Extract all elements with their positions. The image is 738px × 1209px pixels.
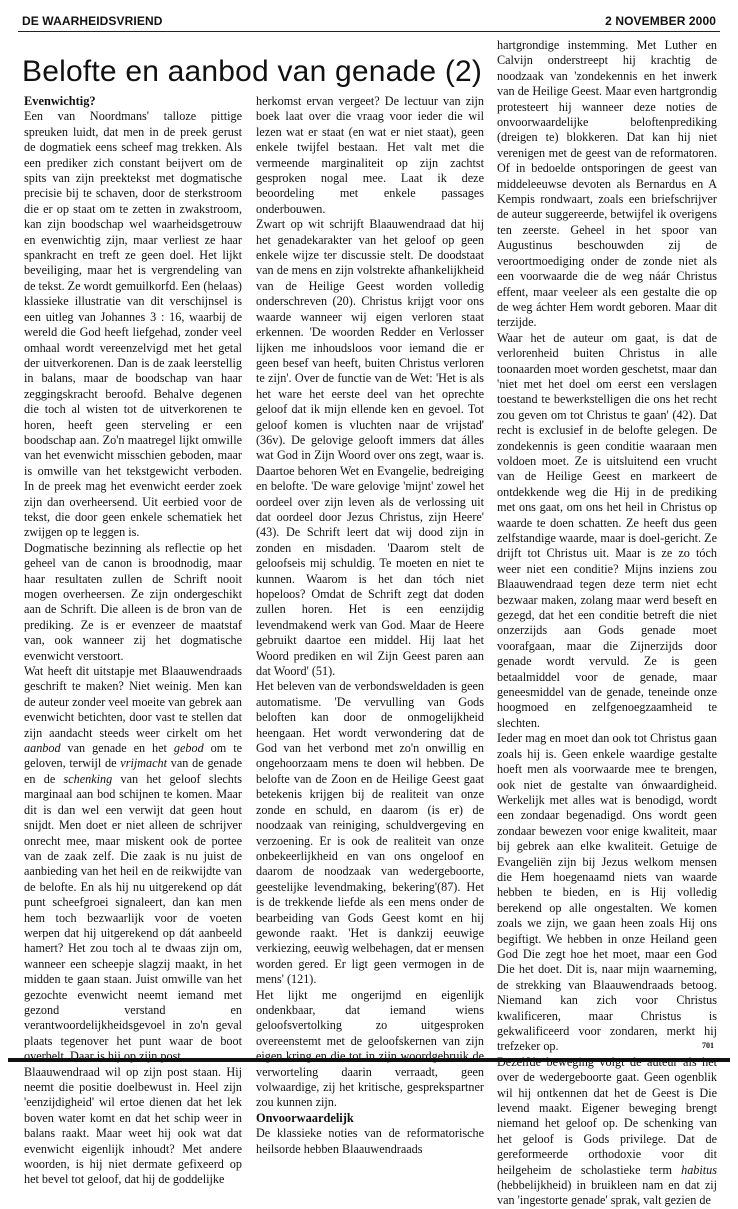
emphasis-vrijmacht: vrijmacht	[120, 756, 168, 771]
subhead-evenwichtig: Evenwichtig?	[24, 94, 96, 108]
paragraph: Dogmatische bezinning als reflectie op het geheel van de canon is broodnodig, maar haar resultaten zullen de Schrift nooit mogen overheersen. Ze zijn ondergeschikt aan de Schrift. Die alleen is de bron van de prediking. Ze is er evenzeer de maatstaf van, ook wanneer zij het dogmatische evenwicht verstoort.	[24, 540, 242, 663]
subhead-onvoorwaardelijk: Onvoorwaardelijk	[256, 1110, 354, 1125]
emphasis-habitus: habitus	[681, 1162, 717, 1177]
paragraph: De klassieke noties van de reformatorische heilsorde hebben Blaauwendraads	[256, 1126, 484, 1156]
paragraph	[24, 664, 242, 1065]
article-title: Belofte en aanbod van genade (2)	[22, 55, 483, 88]
paragraph: Het lijkt me ongerijmd en eigenlijk ondenkbaar, dat iemand wiens geloofsvertolking zo uitgesproken overeenstemt met de geloofskernen van zijn eigen kring en die tot in zijn woordgebruik de verworteling daarin verraadt, geen volwaardige, zij het kritische, gesprekspartner zou kunnen zijn.	[256, 987, 484, 1110]
paragraph: Het beleven van de verbondsweldaden is geen automatisme. 'De vervulling van Gods beloften kan door de onmogelijkheid heengaan. Het wordt verwondering dat de God van het verbond met zo'n onwillig en ongehoorzaam mens te doen wil hebben. De belofte van de Zoon en de Heilige Geest gaat betekenis krijgen bij de realiteit van onze zonde en schuld, en daarom (is er) de noodzaak van reiniging, schuldvergeving en verzoening. Er is ook de realiteit van onze onbekeerlijkheid en van ons ongeloof en daarom de noodzaak van wedergeboorte, geestelijke levendmaking, bekering'(87). Het is de trekkende liefde als een mens onder de bearbeiding van Gods Geest komt en hij gewonde raakt. 'Het is dankzij eeuwige verkiezing, eeuwìg welbehagen, dat er mensen worden gered. Er ligt geen vermogen in de mens' (121).	[256, 679, 484, 987]
running-header	[22, 13, 716, 29]
paragraph: hartgrondige instemming. Met Luther en Calvijn onderstreept hij krachtig de noodzaak van 'zondekennis en het inwerk van de Heilige Geest. Maar even hartgrondig protesteert hij wanneer deze noties de onvoorwaardelijke beloftenprediking (dreigen te) blokkeren. Dat kan hij niet verenigen met de geest van de reformatoren. Of in bedoelde ontsporingen de geest van middeleeuwse devoten als Bernardus en A Kempis rondwaart, zoals een briefschrijver de auteur suggereerde, betwijfel ik overigens ten zeerste. Geheel in het spoor van Augustinus beschouwden zij de veroortmoediging onder de zonde niet als een voorwaarde die de weg náár Christus effent, maar veeleer als een gestalte die op de weg áchter Hem wordt geboren. Maar dit terzijde.	[497, 38, 717, 330]
text-run: van genade en het	[60, 741, 174, 756]
text-run: van het geloof slechts marginaal aan bod schijnen te komen. Maar dit is dan wel een verwijt dat geen hout snijdt. Men doet er niet alleen de schrijver onrecht mee, maar miskent ook de portee van de zaak zelf. Die zaak is nu juist de aanbieding van het heil en de reikwijdte van de belofte. En als hij nu uitgerekend op dát punt scheefgroei signaleert, dan kan men hem toch bezwaarlijk voor de voeten werpen dat hij uitgerekend op dát aanbeeld hamert? Het zou toch al te dwaas zijn om, wanneer een scheepje slagzij maakt, in het midden te gaan staan. Juist omwille van het gezochte evenwicht neemt iemand met gezond verstand en verantwoordelijkheidsgevoel in zo'n geval plaats tegenover het punt waar de boot overhelt. Daar is hij op zijn post.	[24, 771, 242, 1064]
paragraph: herkomst ervan vergeet? De lectuur van zijn boek laat over die vraag voor ieder die wil lezen wat er staat (en wat er niet staat), geen enkele twijfel bestaan. Het valt met die vermeende marginaliteit op zijn zachtst gesproken nogal mee. Laat ik deze beoordeling met enkele passages onderbouwen.	[256, 94, 484, 216]
emphasis-aanbod: aanbod	[24, 741, 61, 756]
page-number: 701	[702, 1041, 714, 1050]
paragraph: Blaauwendraad wil op zijn post staan. Hij neemt die positie doelbewust in. Heel zijn 'eenzijdigheid' wil ertoe dienen dat het lek boven water komt en dat het schip weer in balans raakt. Maar weet hij ook wat dat evenwicht eigenlijk inhoudt? Met andere woorden, is hij niet dermate gefixeerd op het bevel tot geloof, dat hij de goddelijke	[24, 1064, 242, 1187]
paragraph: Waar het de auteur om gaat, is dat de verlorenheid buiten Christus in alle toonaarden moet worden geschetst, maar dan 'niet met het doel om eerst een verslagen toestand te bewerkstelligen die ons het recht zou geven om tot Christus te gaan' (42). Dat recht is exclusief in de belofte gelegen. De zondekennis is geen conditie waaraan men voldoen moet. Ze is uitsluitend een vrucht van de Heilige Geest en markeert de ontdekkende weg die Hij in de prediking met ons gaat, om ons het heil in Christus op waarde te doen schatten. Ze heeft dus geen zelfstandige waarde, maar is doel-gericht. Ze drijft tot Christus uit. Maar is ze zo tóch weer niet een conditie? Mijns inziens zou Blaauwendraad tegen deze term niet echt bezwaar maken, zolang maar werd beseft en gezegd, dat het een conditie betreft die niet onzerzijds aan Gods genade moet voorafgaan, maar die Zijnerzijds door genade wordt vervuld. Ze is geen betaalmiddel voor de genade, maar geneesmiddel van de genade, teneinde onze hoogmoed en zelfgenoegzaamheid te slechten.	[497, 330, 717, 730]
publication-name: DE WAARHEIDSVRIEND	[22, 14, 163, 28]
emphasis-gebod: gebod	[173, 741, 204, 756]
column-1	[24, 94, 243, 1187]
issue-date: 2 NOVEMBER 2000	[605, 14, 716, 28]
paragraph: Ieder mag en moet dan ook tot Christus gaan zoals hij is. Geen enkele waardige gestalte hoeft men als voorwaarde mee te brengen, ook niet de gestalte van ónwaardigheid. Werkelijk met alles wat is benodigd, wordt een zondaar begenadigd. Ons wordt geen zondaar bewezen voor enige kwaliteit, maar bij gebrek aan elke kwaliteit. Getuige de Evangeliën zijn bij Jezus welkom mensen die Hem hoegenaamd niets van waarde hebben te bieden, en is Hij volledig berekend op alle ongestalten. We komen zoals we zijn, we gaan heen zoals Hij ons begiftigt. We hebben in onze Heiland geen God Die zegt hoe het moet, maar een God Die het doet. Dit is, naar mijn waarneming, de strekking van Blaauwendraads betoog. Niemand kan zich voor Christus kwalificeren, maar Christus is gekwalificeerd voor zondaren, merkt hij trefzeker op.	[497, 731, 717, 1054]
text-run: Wat heeft dit uitstapje met Blaauwendraads geschrift te maken? Niet weinig. Men kan de auteur zonder veel moeite van gebrek aan evenwicht betichten, door vast te stellen dat zijn aandacht steeds weer cirkelt om het	[24, 664, 242, 740]
text-run: Dezelfde beweging volgt de auteur als het over de wedergeboorte gaat. Geen ogenblik wil hij ontkennen dat het de Geest is Die levend maakt. Eigener beweging brengt niemand het geloof op. De schenking van het geloof is Gods privilege. Dat de gereformeerde orthodoxie voor dit heilgeheim de scholastieke term	[497, 1054, 717, 1177]
text-run: om te geloven, terwijl de	[24, 741, 243, 771]
text-run: (hebbelijkheid) in bruikleen nam en dat zij van 'ingestorte genade' sprak, valt gezien de	[497, 1178, 717, 1208]
emphasis-schenking: schenking	[63, 771, 113, 786]
paragraph: Zwart op wit schrijft Blaauwendraad dat hij het genadekarakter van het geloof op geen enkele wijze ter discussie stelt. De doodstaat van de mens en zijn volstrekte afhankelijkheid van de Heilige Geest worden volledig onderschreven (20). Christus krijgt voor ons waarde wanneer wij eigen verloren staat erkennen. 'De woorden Redder en Verlosser lijken me inhoudsloos voor iemand die er geen besef van heeft, buiten Christus verloren te zijn'. Over de functie van de Wet: 'Het is als het ware het eerste deel van het oprechte geloof dat ik mijn ellende ken en gevoel. Tot geloof komen is vluchten naar de vrijstad' (36v). De gelovige gelooft immers dat álles wat God in Zijn Woord over ons zegt, waar is. Daartoe behoren Wet en Evangelie, bedreiging en belofte. 'De ware gelovige 'mijnt' zowel het oordeel over zijn leven als de verlossing uit dat oordeel door Jezus Christus, zijn Heere' (43). De Schrift leert dat wij dood zijn in zonden en misdaden. 'Daarom stelt de geloofseis mij schuldig. Te moeten en niet te kunnen. Waarom is het dan tóch niet hopeloos? Omdat de Schrift zegt dat doden zullen horen. Het is een eenzijdig levendmakend werk van God. Maar de Heere gebruikt daartoe een middel. Hij laat het Woord prediken en wil Zijn Geest paren aan dat Woord' (51).	[256, 217, 484, 679]
paragraph	[497, 1055, 717, 1209]
paragraph: Een van Noordmans' talloze pittige spreuken luidt, dat men in de preek gerust de dogmatiek eens scheef mag trekken. Als een prediker zich constant beijvert om de spits van zijn preektekst met dogmatische precisie bij te schaven, door de sterkstroom die er op staat om te zetten in zwakstroom, kan zijn boodschap wel waarheidsgetrouw en evenwichtig zijn, maar verliest ze haar spankracht en treft ze geen doel. Het lijkt beveiliging, maar het is vergrendeling van de tekst. Ze wordt gemuilkorfd. Een (helaas) klassieke illustratie van dit verschijnsel is een uitleg van Johannes 3 : 16, waarbij de wereld die God heeft liefgehad, zonder veel omhaal wordt vereenzelvigd met het getal der uitverkorenen. Dan is de zaak leerstellig in balans, maar de boodschap van haar zeggingskracht beroofd. Behalve degenen die toch al wisten tot de uitverkorenen te horen, heeft geen sterveling er een boodschap aan. Zo'n maatregel lijkt omwille van het evenwicht misschien geboden, maar is omwille van het tekstgewicht verboden. In de preek mag het evenwicht eerder zoek zijn dan overheersend. Uit eerbied voor de tekst, die door geen enkele schematiek het zwijgen op te leggen is.	[24, 109, 242, 540]
column-2	[256, 94, 484, 1156]
footer-rule	[8, 1058, 730, 1062]
text-run: van de genade en de	[24, 756, 242, 786]
header-rule	[18, 31, 720, 32]
